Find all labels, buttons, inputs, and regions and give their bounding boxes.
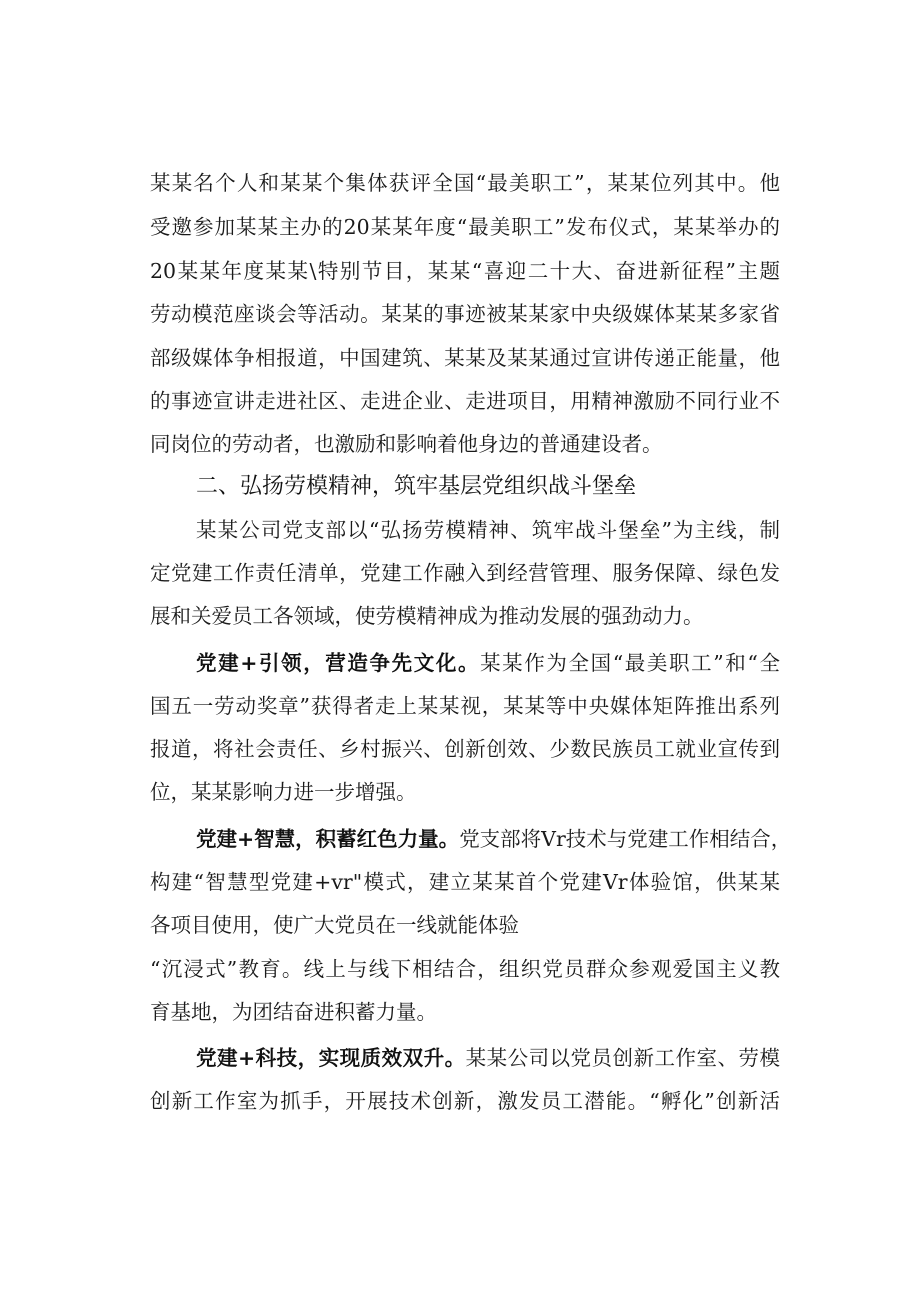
paragraph-3-line-2: 国五一劳动奖章”获得者走上某某视，某某等中央媒体矩阵推出系列: [150, 694, 780, 718]
paragraph-3-first-line-text: 某某作为全国“最美职工”和“全: [480, 651, 780, 675]
paragraph-5-bold-lead: 党建+科技，实现质效双升。: [196, 1046, 466, 1070]
paragraph-4-line-5: 育基地，为团结奋进积蓄力量。: [150, 1000, 437, 1024]
paragraph-1-line-2: 受邀参加某某主办的20某某年度“最美职工”发布仪式，某某举办的: [150, 215, 780, 239]
paragraph-1-line-4: 劳动模范座谈会等活动。某某的事迹被某某家中央级媒体某某多家省: [150, 302, 780, 326]
paragraph-3-line-4: 位，某某影响力进一步增强。: [150, 780, 417, 804]
paragraph-3-line-3: 报道，将社会责任、乡村振兴、创新创效、少数民族员工就业宣传到: [150, 737, 780, 761]
paragraph-2-line-2: 定党建工作责任清单，党建工作融入到经营管理、服务保障、绿色发: [150, 561, 780, 585]
paragraph-1-line-6: 的事迹宣讲走进社区、走进企业、走进项目，用精神激励不同行业不: [150, 389, 780, 413]
paragraph-4-first-line-text: 党支部将Vr技术与党建工作相结合，: [459, 827, 792, 851]
paragraph-5-line-2: 创新工作室为抓手，开展技术创新，激发员工潜能。“孵化”创新活: [150, 1089, 780, 1113]
paragraph-1-line-3: 20某某年度某某\特别节目，某某“喜迎二十大、奋进新征程”主题: [150, 259, 780, 283]
paragraph-1-line-7: 同岗位的劳动者，也激励和影响着他身边的普通建设者。: [150, 432, 663, 456]
paragraph-3-line-1: [196, 648, 780, 678]
paragraph-5-first-line-text: 某某公司以党员创新工作室、劳模: [465, 1046, 780, 1070]
paragraph-1-line-1: 某某名个人和某某个集体获评全国“最美职工”，某某位列其中。他: [150, 171, 780, 195]
paragraph-4-line-1: [196, 824, 792, 854]
paragraph-1-line-5: 部级媒体争相报道，中国建筑、某某及某某通过宣讲传递正能量，他: [150, 346, 780, 370]
paragraph-4-line-2: 构建“智慧型党建+vr"模式，建立某某首个党建Vr体验馆，供某某: [150, 870, 780, 894]
paragraph-4-bold-lead: 党建+智慧，积蓄红色力量。: [196, 827, 460, 851]
section-heading: 二、弘扬劳模精神，筑牢基层党组织战斗堡垒: [196, 474, 637, 499]
paragraph-5-line-1: [196, 1043, 780, 1073]
paragraph-2-line-1: 某某公司党支部以“弘扬劳模精神、筑牢战斗堡垒”为主线，制: [196, 518, 780, 542]
paragraph-4-line-3: 各项目使用，使广大党员在一线就能体验: [150, 913, 519, 937]
paragraph-4-line-4: “沉浸式”教育。线上与线下相结合，组织党员群众参观爱国主义教: [150, 957, 780, 981]
paragraph-3-bold-lead: 党建+引领，营造争先文化。: [196, 651, 481, 675]
paragraph-2-line-3: 展和关爱员工各领域，使劳模精神成为推动发展的强劲动力。: [150, 604, 704, 628]
